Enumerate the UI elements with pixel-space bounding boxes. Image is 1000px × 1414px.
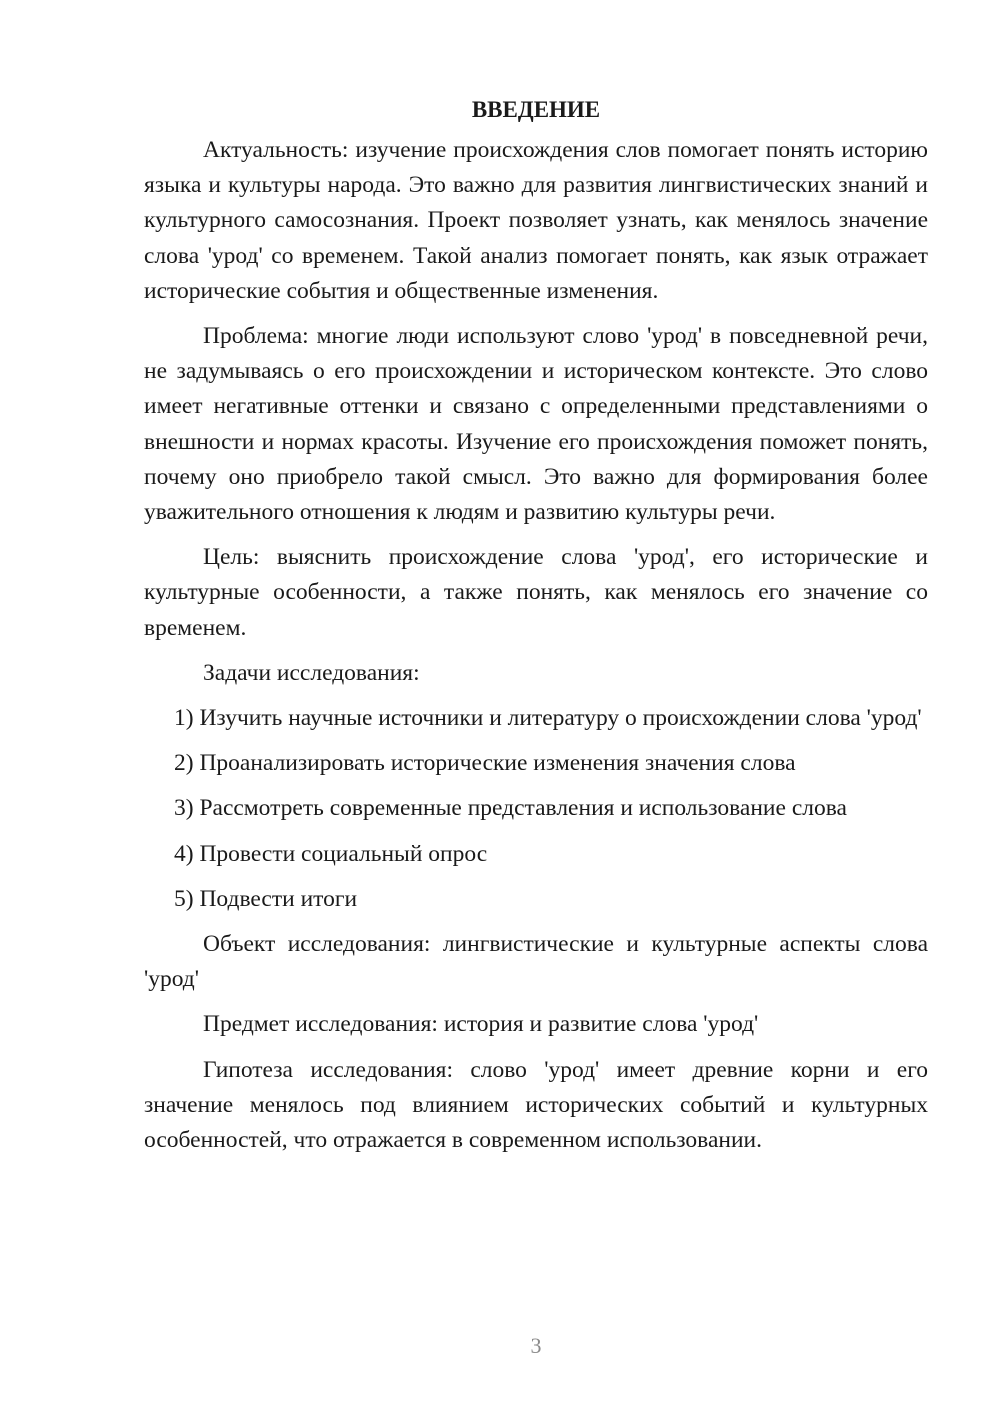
task-item-2: 2) Проанализировать исторические изменения значения слова	[174, 750, 796, 777]
problem-paragraph: Проблема: многие люди используют слово 'урод' в повседневной речи, не задумываясь о его происхождении и историческом контексте. Это слово имеет негативные оттенки и связано с определенными представлениями о внешности и нормах красоты. Изучение его происхождения поможет понять, почему оно приобрело такой смысл. Это важно для формирования более уважительного отношения к людям и развитию культуры речи.	[144, 323, 928, 526]
subject-paragraph: Предмет исследования: история и развитие слова 'урод'	[203, 1011, 759, 1038]
task-item-1: 1) Изучить научные источники и литературу о происхождении слова 'урод'	[174, 705, 922, 732]
task-item-4: 4) Провести социальный опрос	[174, 840, 488, 867]
relevance-paragraph: Актуальность: изучение происхождения слов помогает понять историю языка и культуры народа. Это важно для развития лингвистических знаний и культурного самосознания. Проект позволяет узнать, как менялось значение слова 'урод' со временем. Такой анализ помогает понять, как язык отражает исторические события и общественные изменения.	[144, 137, 928, 304]
tasks-heading: Задачи исследования:	[203, 659, 420, 686]
hypothesis-paragraph: Гипотеза исследования: слово 'урод' имеет древние корни и его значение менялось под влиянием исторических событий и культурных особенностей, что отражается в современном использовании.	[144, 1056, 928, 1154]
page-number: 3	[530, 1333, 542, 1358]
task-item-5: 5) Подвести итоги	[174, 885, 358, 912]
page-content	[144, 92, 928, 1168]
section-title: ВВЕДЕНИЕ	[471, 97, 601, 122]
goal-paragraph: Цель: выяснить происхождение слова 'урод', его исторические и культурные особенности, а также понять, как менялось его значение со временем.	[144, 544, 928, 641]
tasks-list	[144, 701, 928, 917]
object-paragraph: Объект исследования: лингвистические и культурные аспекты слова 'урод'	[144, 931, 928, 993]
task-item-3: 3) Рассмотреть современные представления и использование слова	[174, 795, 847, 822]
